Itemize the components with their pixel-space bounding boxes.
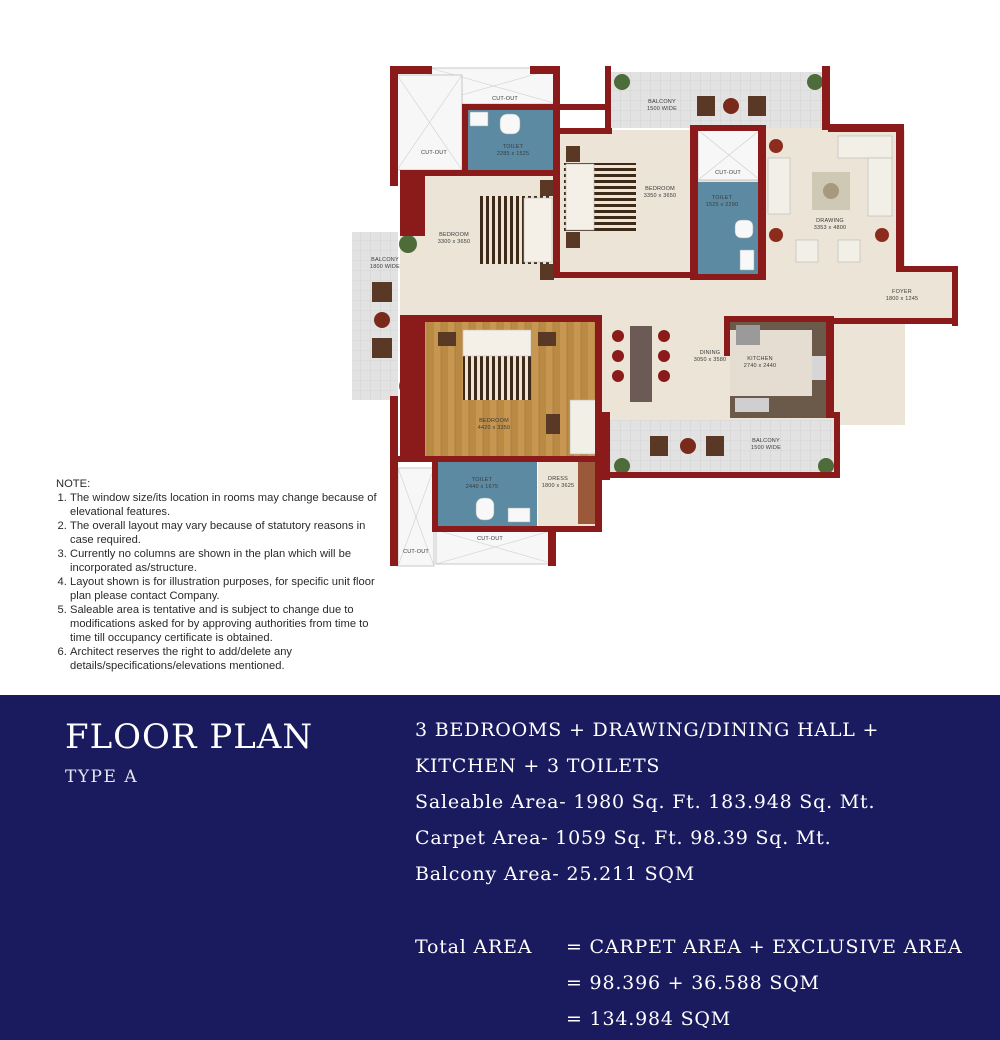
label-toilet-3-size: 2440 x 1675 [465,484,499,490]
label-cutout-bottom-left: CUT-OUT [403,549,429,555]
balcony-top-floor [610,72,828,128]
notes-list [56,491,386,673]
spec-rooms-line-2: KITCHEN + 3 TOILETS [415,755,661,777]
label-balcony-bottom-size: 1500 WIDE [751,445,781,451]
label-toilet-1: TOILET [502,144,524,150]
total-area-values: = 98.396 + 36.588 SQM [566,972,820,994]
label-bedroom-2-size: 3300 x 3650 [437,239,471,245]
total-area-result: = 134.984 SQM [566,1008,732,1030]
label-kitchen-size: 2740 x 2440 [743,363,777,369]
label-dress-size: 1800 x 3625 [541,483,575,489]
note-item: 6. Architect reserves the right to add/delete any details/specifications/elevations mentioned. [70,645,386,673]
spec-carpet-area: Carpet Area- 1059 Sq. Ft. 98.39 Sq. Mt. [415,827,832,849]
notes-heading: NOTE: [56,478,91,490]
label-balcony-left-size: 1800 WIDE [370,264,400,270]
label-kitchen: KITCHEN [747,356,773,362]
label-cutout-top: CUT-OUT [492,96,518,102]
plan-title: FLOOR PLAN [65,717,314,757]
label-cutout-mid: CUT-OUT [715,170,741,176]
label-dress: DRESS [548,476,568,482]
total-area-formula: = CARPET AREA + EXCLUSIVE AREA [566,936,963,958]
label-bedroom-3-size: 4420 x 3350 [477,425,511,431]
label-bedroom-2: BEDROOM [439,232,469,238]
label-toilet-1-size: 2285 x 1525 [496,151,530,157]
label-dining: DINING [699,350,721,356]
label-dining-size: 3050 x 3580 [693,357,727,363]
label-toilet-2-size: 1525 x 2290 [705,202,739,208]
note-item: 5. Saleable area is tentative and is subject to change due to modifications asked for by approving authorities from time to time till occupancy certificate is obtained. [70,603,386,645]
note-item: 1. The window size/its location in rooms may change because of elevational features. [70,491,386,519]
note-item: 2. The overall layout may vary because of statutory reasons in case required. [70,519,386,547]
label-drawing-size: 3353 x 4800 [813,225,847,231]
label-toilet-3: TOILET [471,477,493,483]
spec-rooms-line-1: 3 BEDROOMS + DRAWING/DINING HALL + [415,719,880,741]
info-band [0,695,1000,1040]
plan-subtitle: TYPE A [65,767,139,787]
label-bedroom-3: BEDROOM [479,418,509,424]
label-foyer: FOYER [892,289,912,295]
label-balcony-top: BALCONY [648,99,676,105]
label-balcony-top-size: 1500 WIDE [647,106,677,112]
spec-saleable-area: Saleable Area- 1980 Sq. Ft. 183.948 Sq. Mt. [415,791,876,813]
note-item: 3. Currently no columns are shown in the plan which will be incorporated as/structure. [70,547,386,575]
label-bedroom-1: BEDROOM [645,186,675,192]
spec-balcony-area: Balcony Area- 25.211 SQM [415,863,696,885]
notes-block [56,477,386,673]
note-item: 4. Layout shown is for illustration purposes, for specific unit floor plan please contact Company. [70,575,386,603]
label-drawing: DRAWING [816,218,844,224]
label-bedroom-1-size: 3350 x 3650 [643,193,677,199]
total-area-label: Total AREA [415,936,533,958]
label-balcony-bottom: BALCONY [752,438,780,444]
label-cutout-bottom: CUT-OUT [477,536,503,542]
label-balcony-left: BALCONY [371,257,399,263]
label-cutout-left: CUT-OUT [421,150,447,156]
label-toilet-2: TOILET [711,195,733,201]
label-foyer-size: 1800 x 1245 [885,296,919,302]
